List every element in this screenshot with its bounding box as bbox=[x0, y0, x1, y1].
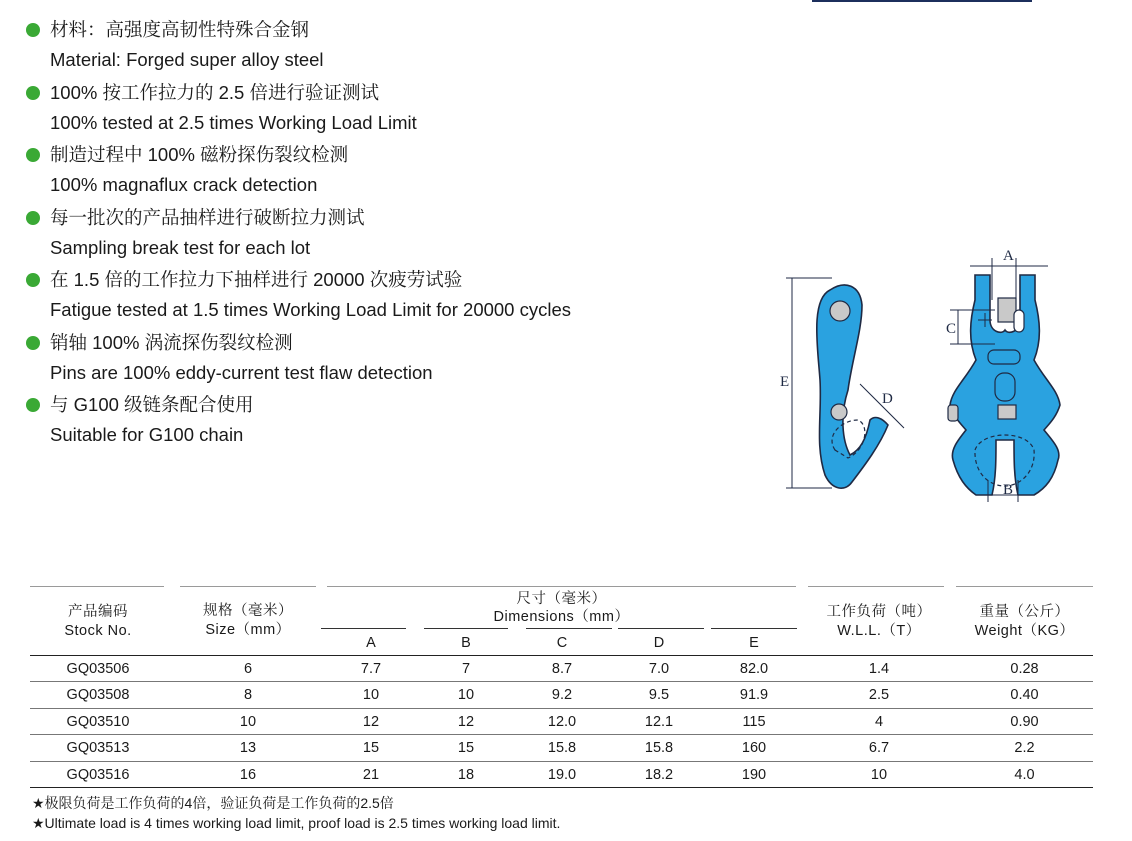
table-row bbox=[30, 735, 1093, 761]
stock-cell: GQ03510 bbox=[66, 713, 130, 730]
stock-cell: GQ03506 bbox=[66, 661, 130, 677]
dim-d-cell: 15.8 bbox=[644, 740, 674, 757]
dim-b-cell: 18 bbox=[457, 766, 475, 783]
stock-cell: GQ03508 bbox=[66, 687, 130, 704]
dim-c-cell: 12.0 bbox=[547, 713, 577, 730]
bullet-icon bbox=[26, 273, 40, 287]
dim-c-cell: 8.7 bbox=[551, 661, 573, 677]
hook-technical-drawing bbox=[770, 240, 1110, 520]
feature-en: 100% magnaflux crack detection bbox=[50, 174, 318, 195]
feature-zh: 销轴 100% 涡流探伤裂纹检测 bbox=[50, 331, 293, 353]
dim-a-cell: 15 bbox=[362, 740, 380, 757]
dim-e-cell: 115 bbox=[742, 713, 766, 730]
table-row bbox=[30, 682, 1093, 708]
dim-e-cell: 82.0 bbox=[739, 661, 769, 677]
hook-side-view bbox=[817, 285, 888, 488]
spec-table bbox=[30, 584, 1093, 788]
dim-d-cell: 12.1 bbox=[644, 713, 674, 730]
dim-b-cell: 7 bbox=[461, 661, 471, 677]
dim-e-cell: 91.9 bbox=[739, 687, 769, 704]
stock-header-en: Stock No. bbox=[64, 623, 132, 639]
pin-block bbox=[998, 298, 1016, 322]
feature-item bbox=[26, 141, 571, 204]
feature-en: Pins are 100% eddy-current test flaw detection bbox=[50, 361, 433, 383]
size-header-en: Size（mm） bbox=[205, 622, 291, 638]
dim-a-cell: 12 bbox=[362, 713, 380, 730]
dim-c-header: C bbox=[556, 635, 568, 651]
dim-e-cell: 160 bbox=[741, 740, 767, 757]
feature-item bbox=[26, 79, 571, 142]
dim-d-cell: 9.5 bbox=[648, 687, 670, 704]
wll-cell: 6.7 bbox=[868, 740, 890, 757]
pin-hole bbox=[830, 301, 850, 321]
feature-zh: 100% 按工作拉力的 2.5 倍进行验证测试 bbox=[50, 81, 379, 103]
footnote-zh: ★极限负荷是工作负荷的4倍，验证负荷是工作负荷的2.5倍 bbox=[32, 795, 394, 811]
table-row bbox=[30, 709, 1093, 735]
footnote-en: ★Ultimate load is 4 times working load limit, proof load is 2.5 times working load limit. bbox=[32, 815, 561, 831]
dim-label-c: C bbox=[946, 321, 957, 337]
dim-b-cell: 12 bbox=[457, 713, 475, 730]
feature-en: Sampling break test for each lot bbox=[50, 236, 311, 258]
feature-item bbox=[26, 16, 571, 79]
weight-cell: 4.0 bbox=[1014, 766, 1035, 783]
dim-label-e: E bbox=[780, 374, 790, 390]
feature-item bbox=[26, 204, 571, 267]
wll-cell: 1.4 bbox=[868, 661, 890, 677]
bullet-icon bbox=[26, 23, 40, 37]
size-cell: 6 bbox=[243, 661, 253, 677]
feature-zh: 材料：高强度高韧性特殊合金钢 bbox=[50, 19, 310, 40]
stock-header-zh: 产品编码 bbox=[68, 604, 128, 620]
weight-header-en: Weight（KG） bbox=[974, 623, 1075, 639]
bullet-icon bbox=[26, 211, 40, 225]
bullet-icon bbox=[26, 336, 40, 350]
dim-a-cell: 10 bbox=[362, 687, 380, 704]
feature-en: 100% tested at 2.5 times Working Load Limit bbox=[50, 111, 417, 133]
feature-list bbox=[26, 16, 571, 454]
size-cell: 13 bbox=[239, 740, 257, 757]
dim-b-cell: 15 bbox=[457, 740, 475, 757]
wll-cell: 4 bbox=[874, 713, 884, 730]
bullet-icon bbox=[26, 148, 40, 162]
weight-header-zh: 重量（公斤） bbox=[979, 604, 1070, 620]
bullet-icon bbox=[26, 398, 40, 412]
dim-a-cell: 7.7 bbox=[360, 661, 382, 677]
dim-d-header: D bbox=[653, 635, 665, 651]
dim-e-header: E bbox=[749, 635, 759, 651]
dim-header-zh: 尺寸（毫米） bbox=[516, 591, 607, 607]
dim-label-a: A bbox=[1003, 248, 1014, 264]
wll-cell: 10 bbox=[870, 766, 888, 783]
stock-cell: GQ03516 bbox=[66, 766, 130, 783]
feature-zh: 与 G100 级链条配合使用 bbox=[50, 394, 254, 415]
dim-header-en: Dimensions（mm） bbox=[493, 609, 630, 625]
dim-b-cell: 10 bbox=[457, 687, 475, 704]
dim-e-cell: 190 bbox=[741, 766, 767, 783]
feature-en: Fatigue tested at 1.5 times Working Load Limit for 20000 cycles bbox=[50, 299, 572, 320]
dim-a-cell: 21 bbox=[362, 766, 380, 783]
pin-block bbox=[998, 405, 1016, 419]
size-cell: 8 bbox=[243, 687, 253, 704]
table-header bbox=[30, 584, 1093, 656]
pin-hole bbox=[831, 404, 847, 420]
wll-header-en: W.L.L.（T） bbox=[837, 623, 921, 639]
top-rule bbox=[812, 0, 1032, 2]
feature-en: Material: Forged super alloy steel bbox=[50, 49, 324, 70]
size-cell: 10 bbox=[239, 713, 257, 730]
feature-zh: 在 1.5 倍的工作拉力下抽样进行 20000 次疲劳试验 bbox=[50, 269, 463, 290]
dim-a-header: A bbox=[366, 635, 376, 651]
dim-label-d: D bbox=[882, 391, 893, 407]
feature-item bbox=[26, 391, 571, 454]
weight-cell: 0.90 bbox=[1010, 713, 1039, 730]
dim-c-cell: 19.0 bbox=[547, 766, 577, 783]
wll-cell: 2.5 bbox=[868, 687, 890, 704]
dim-label-b: B bbox=[1003, 482, 1014, 498]
size-header-zh: 规格（毫米） bbox=[203, 603, 293, 619]
stock-cell: GQ03513 bbox=[66, 740, 130, 757]
feature-item bbox=[26, 266, 571, 329]
feature-en: Suitable for G100 chain bbox=[50, 424, 244, 445]
table-row bbox=[30, 762, 1093, 788]
footnotes bbox=[32, 793, 560, 833]
wll-header-zh: 工作负荷（吨） bbox=[826, 604, 932, 620]
feature-zh: 每一批次的产品抽样进行破断拉力测试 bbox=[50, 206, 365, 228]
dim-c-cell: 15.8 bbox=[547, 740, 577, 757]
dim-d-cell: 18.2 bbox=[644, 766, 674, 783]
weight-cell: 0.40 bbox=[1010, 687, 1039, 704]
dim-d-cell: 7.0 bbox=[648, 661, 670, 677]
dim-b-header: B bbox=[461, 635, 471, 651]
feature-item bbox=[26, 329, 571, 392]
weight-cell: 0.28 bbox=[1010, 661, 1039, 677]
weight-cell: 2.2 bbox=[1014, 740, 1035, 757]
bullet-icon bbox=[26, 86, 40, 100]
table-row bbox=[30, 656, 1093, 682]
dim-c-cell: 9.2 bbox=[551, 687, 573, 704]
size-cell: 16 bbox=[239, 766, 257, 783]
feature-zh: 制造过程中 100% 磁粉探伤裂纹检测 bbox=[50, 144, 349, 165]
